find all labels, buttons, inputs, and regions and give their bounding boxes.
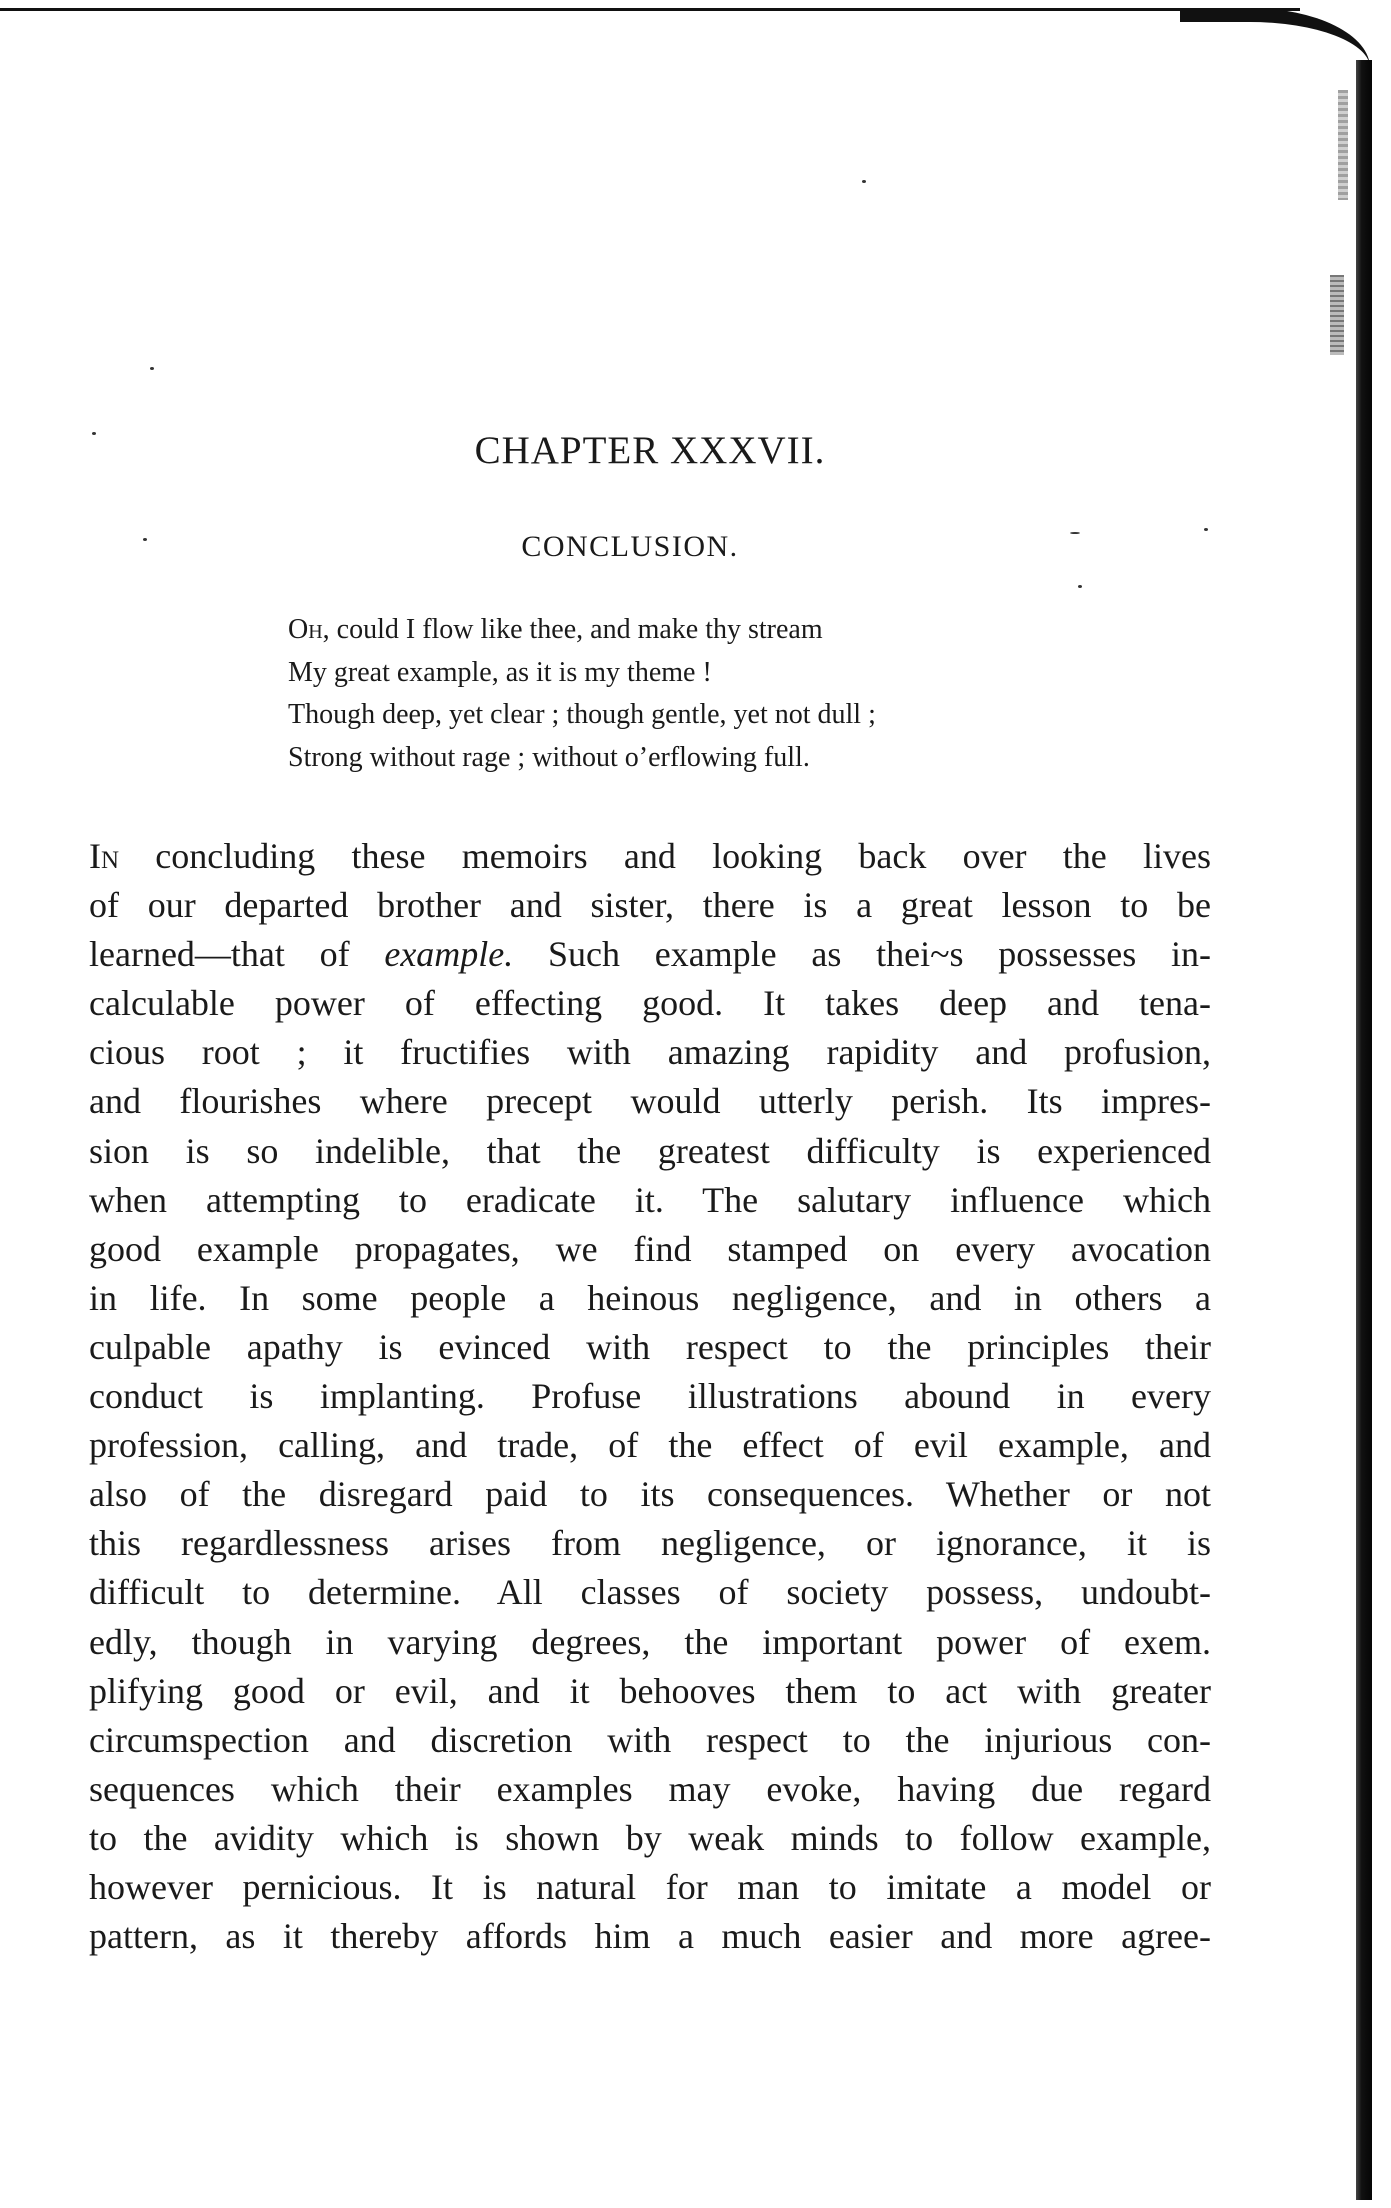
paragraph-line: this regardlessness arises from negligence, or ignorance, it is — [89, 1523, 1211, 1564]
paragraph-line: conduct is implanting. Profuse illustrations abound in every — [89, 1376, 1211, 1417]
epigraph-first-word: Oh, — [288, 614, 330, 645]
paragraph-line: edly, though in varying degrees, the important power of exem. — [89, 1621, 1211, 1662]
paragraph-line: In concluding these memoirs and looking back over the lives — [89, 836, 1211, 876]
paragraph-line: sion is so indelible, that the greatest difficulty is experienced — [89, 1130, 1211, 1171]
paragraph-line: difficult to determine. All classes of society possess, undoubt- — [89, 1572, 1211, 1613]
paragraph-line: when attempting to eradicate it. The salutary influence which — [89, 1179, 1211, 1220]
scan-speck — [862, 180, 866, 183]
epigraph-line-4: Strong without rage ; without o’erflowing full. — [288, 741, 810, 773]
scan-edge-artifact — [1338, 90, 1348, 200]
paragraph-line: also of the disregard paid to its consequences. Whether or not — [89, 1474, 1211, 1515]
scan-speck — [150, 367, 154, 370]
paragraph-line: sequences which their examples may evoke, having due regard — [89, 1768, 1211, 1809]
epigraph-line-3: Though deep, yet clear ; though gentle, yet not dull ; — [288, 699, 876, 730]
paragraph-line: calculable power of effecting good. It takes deep and tena- — [89, 983, 1211, 1024]
paragraph-line: and flourishes where precept would utterly perish. Its impres- — [89, 1081, 1211, 1122]
paragraph-line: in life. In some people a heinous negligence, and in others a — [89, 1277, 1211, 1318]
emphasis-example: example. — [384, 934, 514, 975]
scan-top-rule — [0, 8, 1300, 11]
epigraph-line-2: My great example, as it is my theme ! — [288, 656, 712, 688]
paragraph-line: pattern, as it thereby affords him a much easier and more agree- — [89, 1916, 1211, 1957]
epigraph-line-1: Oh, could I flow like thee, and make thy stream — [288, 614, 823, 645]
paragraph-line: good example propagates, we find stamped on every avocation — [89, 1228, 1211, 1269]
paragraph-first-word: In — [89, 836, 120, 876]
paragraph-line: plifying good or evil, and it behooves them to act with greater — [89, 1670, 1211, 1711]
paragraph-line: however pernicious. It is natural for man to imitate a model or — [89, 1866, 1211, 1907]
paragraph-line: circumspection and discretion with respect to the injurious con- — [89, 1719, 1211, 1760]
scan-edge-artifact — [1330, 275, 1344, 355]
paragraph-line: culpable apathy is evinced with respect to the principles their — [89, 1326, 1211, 1367]
section-title: CONCLUSION. — [521, 530, 739, 563]
epigraph-poem — [288, 609, 1108, 779]
scan-speck — [1078, 585, 1082, 588]
body-paragraph — [89, 832, 1211, 1961]
paragraph-line: to the avidity which is shown by weak minds to follow example, — [89, 1817, 1211, 1858]
scan-page-curl — [1180, 8, 1370, 78]
paragraph-line: of our departed brother and sister, there is a great lesson to be — [89, 885, 1211, 926]
paragraph-line: learned—that of example. Such example as thei~s possesses in- — [89, 934, 1211, 975]
paragraph-line: profession, calling, and trade, of the effect of evil example, and — [89, 1425, 1211, 1466]
chapter-title: CHAPTER XXXVII. — [474, 429, 826, 472]
paragraph-line: cious root ; it fructifies with amazing rapidity and profusion, — [89, 1032, 1211, 1073]
scan-binding-edge — [1356, 60, 1372, 2200]
